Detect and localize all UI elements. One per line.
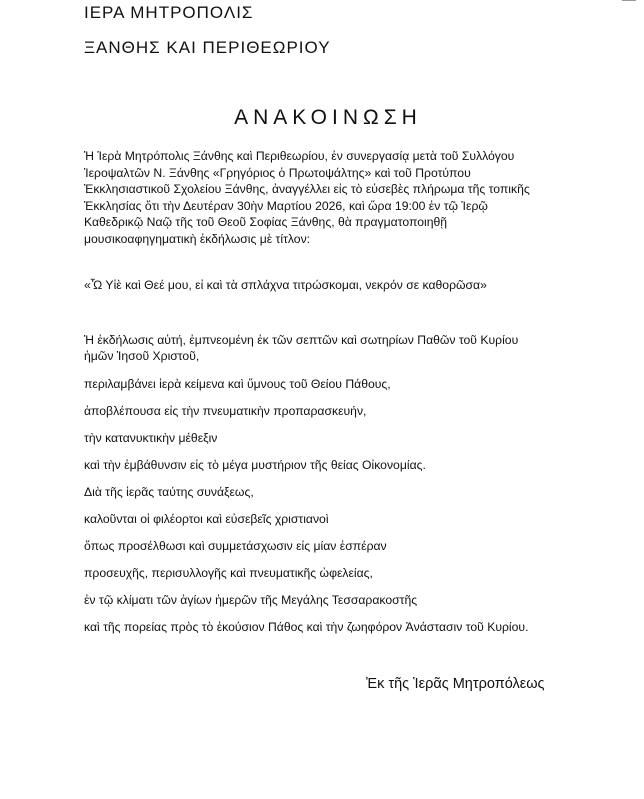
body-line: Ἡ ἐκδήλωσις αὐτή, ἐμπνεομένη ἐκ τῶν σεπτῶν καὶ σωτηρίων Παθῶν τοῦ Κυρίου [84, 333, 519, 347]
intro-line: Ἱεροψαλτῶν Ν. Ξάνθης «Γρηγόριος ὁ Πρωτοψάλτης» καὶ τοῦ Προτύπου [84, 165, 471, 180]
event-title-quote: «Ὦ Υἱὲ καὶ Θεέ μου, εἰ καὶ τὰ σπλάχνα τιτρώσκομαι, νεκρόν σε καθορῶσα» [84, 278, 487, 292]
body-line: περιλαμβάνει ἱερὰ κείμενα καὶ ὕμνους τοῦ Θείου Πάθους, [84, 377, 391, 391]
intro-line: Ἡ Ἱερὰ Μητρόπολις Ξάνθης καὶ Περιθεωρίου, ἐν συνεργασίᾳ μετὰ τοῦ Συλλόγου [84, 149, 515, 163]
body-line: ὅπως προσέλθωσι καὶ συμμετάσχωσιν εἰς μίαν ἑσπέραν [84, 539, 387, 553]
corner-mark [622, 0, 636, 3]
body-line: ἀποβλέπουσα εἰς τὴν πνευματικὴν προπαρασκευήν, [84, 404, 367, 418]
header-metropolis-line: ΙΕΡΑ ΜΗΤΡΟΠΟΛΙΣ [84, 3, 254, 22]
body-line: ἡμῶν Ἰησοῦ Χριστοῦ, [84, 349, 200, 363]
intro-paragraph [84, 148, 564, 248]
body-line: τὴν κατανυκτικὴν μέθεξιν [84, 431, 218, 445]
body-line: προσευχῆς, περισυλλογῆς καὶ πνευματικῆς ὠφελείας, [84, 566, 373, 580]
announcement-title: ΑΝΑΚΟΙΝΩΣΗ [234, 106, 422, 129]
body-line: ἐν τῷ κλίματι τῶν ἁγίων ἡμερῶν τῆς Μεγάλης Τεσσαρακοστῆς [84, 593, 418, 607]
body-line: Διὰ τῆς ἱερᾶς ταύτης συνάξεως, [84, 485, 254, 499]
intro-line: μουσικοαφηγηματικὴ ἐκδήλωσις μὲ τίτλον: [84, 231, 311, 246]
intro-line: Ἐκκλησιαστικοῦ Σχολείου Ξάνθης, ἀναγγέλλει εἰς τὸ εὐσεβὲς πλήρωμα τῆς τοπικῆς [84, 182, 530, 197]
body-line: καὶ τῆς πορείας πρὸς τὸ ἑκούσιον Πάθος καὶ τὴν ζωηφόρον Ἀνάστασιν τοῦ Κυρίου. [84, 620, 529, 634]
signature: Ἐκ τῆς Ἱερᾶς Μητροπόλεως [366, 676, 545, 692]
body-line: καὶ τὴν ἐμβάθυνσιν εἰς τὸ μέγα μυστήριον τῆς θείας Οἰκονομίας. [84, 458, 426, 472]
header-region-line: ΞΑΝΘΗΣ ΚΑΙ ΠΕΡΙΘΕΩΡΙΟΥ [84, 38, 331, 57]
body-line: καλοῦνται οἱ φιλέορτοι καὶ εὐσεβεῖς χριστιανοὶ [84, 512, 329, 526]
intro-line: Καθεδρικῷ Ναῷ τῆς τοῦ Θεοῦ Σοφίας Ξάνθης, θὰ πραγματοποιηθῇ [84, 215, 448, 230]
intro-line: Ἐκκλησίας ὅτι τὴν Δευτέραν 30ὴν Μαρτίου 2026, καὶ ὥρα 19:00 ἐν τῷ Ἱερῷ [84, 198, 488, 213]
